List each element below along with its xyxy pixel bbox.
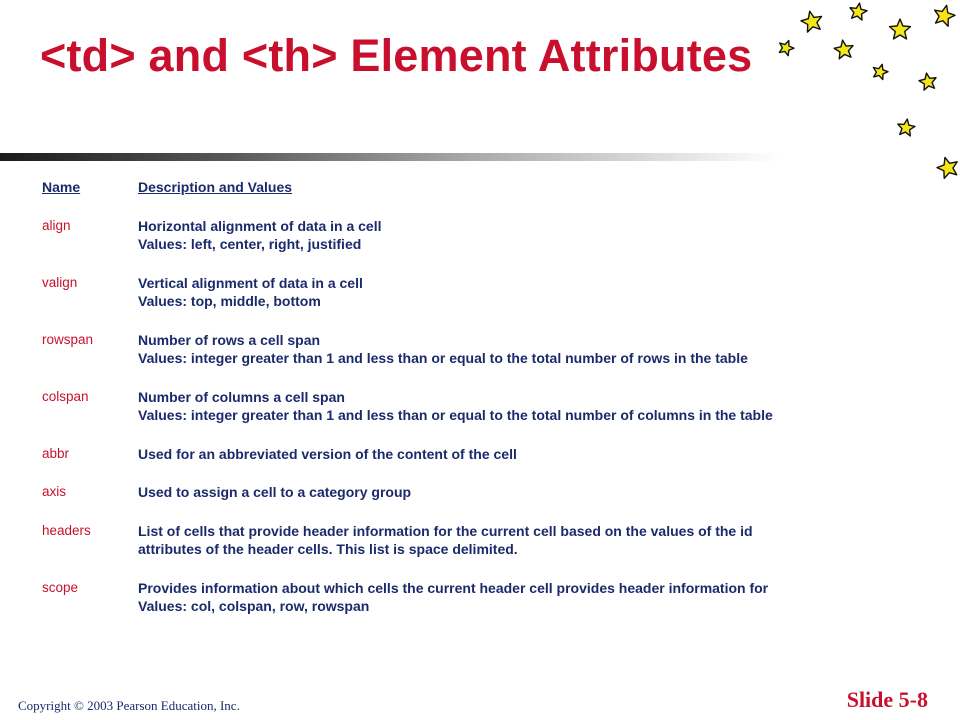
star-icon: [932, 3, 957, 27]
description-line: Number of rows a cell span: [138, 331, 321, 348]
attribute-name: colspan: [42, 388, 89, 404]
star-icon: [896, 118, 915, 137]
description-line: Vertical alignment of data in a cell: [138, 274, 363, 291]
copyright-text: Copyright © 2003 Pearson Education, Inc.: [18, 698, 240, 713]
attribute-name: scope: [42, 579, 79, 595]
description-line: Provides information about which cells the current header cell provides header information for: [138, 579, 769, 596]
description-line: Horizontal alignment of data in a cell: [138, 217, 382, 234]
attribute-description: [138, 445, 773, 484]
attribute-description: [138, 274, 773, 331]
description-line: List of cells that provide header information for the current cell based on the values of the id: [138, 522, 753, 539]
attribute-description: [138, 483, 773, 522]
star-decoration: [770, 0, 960, 190]
attribute-description: [138, 579, 773, 636]
star-icon: [833, 39, 854, 60]
attribute-description: [138, 522, 773, 579]
star-icon: [848, 2, 868, 21]
table-row: [42, 217, 773, 274]
slide-title: <td> and <th> Element Attributes: [40, 30, 753, 81]
description-line: Values: top, middle, bottom: [138, 293, 321, 309]
attribute-name: abbr: [42, 445, 70, 461]
star-icon: [871, 62, 890, 80]
attribute-description: [138, 388, 773, 445]
header-name: Name: [42, 179, 81, 195]
attribute-description: [138, 331, 773, 388]
description-line: Values: col, colspan, row, rowspan: [138, 598, 370, 614]
star-icon: [890, 19, 911, 39]
description-line: attributes of the header cells. This list is space delimited.: [138, 541, 518, 557]
star-icon: [799, 9, 824, 33]
description-line: Used to assign a cell to a category group: [138, 484, 412, 500]
description-line: Number of columns a cell span: [138, 388, 345, 405]
table-row: [42, 445, 773, 484]
table-row: [42, 274, 773, 331]
description-line: Used for an abbreviated version of the content of the cell: [138, 445, 517, 462]
table-header-row: [42, 178, 773, 217]
attribute-description: [138, 217, 773, 274]
table-row: [42, 522, 773, 579]
star-icon: [777, 38, 796, 57]
attribute-name: rowspan: [42, 331, 94, 347]
table-row: [42, 579, 773, 636]
table-row: [42, 331, 773, 388]
description-line: Values: left, center, right, justified: [138, 236, 362, 252]
attribute-name: align: [42, 217, 71, 233]
description-line: Values: integer greater than 1 and less than or equal to the total number of columns in the table: [138, 407, 773, 423]
attribute-name: valign: [42, 274, 78, 290]
attributes-table: [42, 178, 773, 636]
title-divider: [0, 153, 780, 161]
attribute-name: headers: [42, 522, 91, 538]
description-line: Values: integer greater than 1 and less than or equal to the total number of rows in the table: [138, 350, 748, 366]
header-description: Description and Values: [138, 179, 293, 195]
star-icon: [918, 72, 938, 91]
attribute-name: axis: [42, 484, 67, 499]
table-row: [42, 483, 773, 522]
table-row: [42, 388, 773, 445]
star-icon: [935, 155, 960, 180]
slide-number: Slide 5-8: [846, 687, 928, 712]
